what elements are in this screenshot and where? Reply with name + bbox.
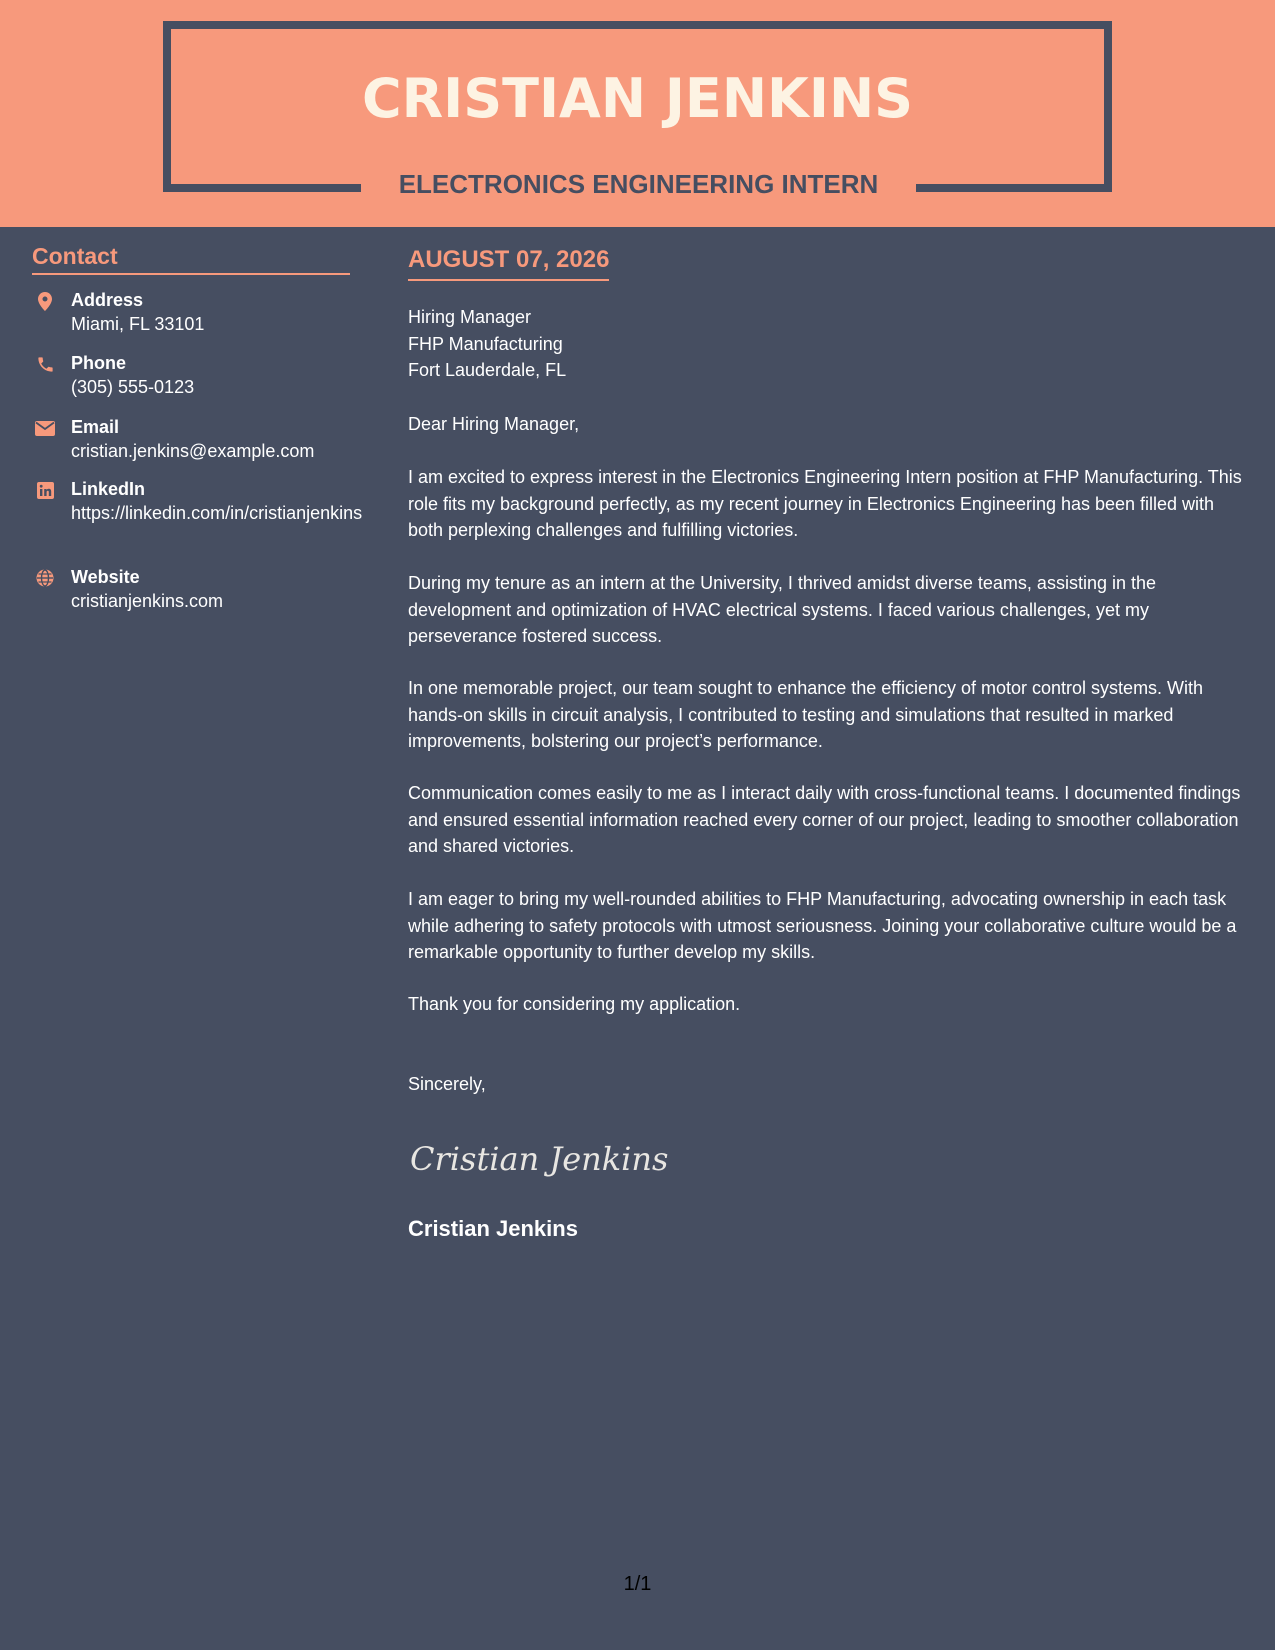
salutation: Dear Hiring Manager,	[408, 414, 580, 434]
phone-icon	[32, 354, 58, 374]
header-frame-bottom-left	[163, 184, 361, 192]
address-value: Miami, FL 33101	[71, 314, 205, 334]
paragraph-1: I am excited to express interest in the Electronics Engineering Intern position at FHP Manufacturing. This role fits my background perfectly, as my recent journey in Electronics Engineering has been filled with both perplexing challenges and fulfilling victories.	[408, 467, 1242, 540]
phone-value: (305) 555-0123	[71, 377, 195, 397]
website-label: Website	[71, 567, 140, 587]
closing: Sincerely,	[408, 1074, 486, 1094]
phone-label: Phone	[71, 353, 127, 373]
recipient-name: Hiring Manager	[408, 307, 532, 327]
email-value: cristian.jenkins@example.com	[71, 441, 315, 461]
header-banner	[0, 0, 1275, 227]
map-pin-icon	[32, 291, 58, 311]
recipient-block	[408, 304, 566, 384]
paragraph-4: Communication comes easily to me as I interact daily with cross-functional teams. I documented findings and ensured essential information reached every corner of our project, leading to smoother collaboration and shared victories.	[408, 783, 1241, 856]
website-value[interactable]: cristianjenkins.com	[71, 591, 224, 611]
candidate-name: CRISTIAN JENKINS	[361, 67, 914, 130]
page-number: 1/1	[623, 1573, 652, 1595]
recipient-company: FHP Manufacturing	[408, 333, 563, 354]
paragraph-5: I am eager to bring my well-rounded abilities to FHP Manufacturing, advocating ownership in each task while adhering to safety protocols with utmost seriousness. Joining your collaborative culture would be a remarkable opportunity to further develop my skills.	[408, 889, 1237, 962]
header-frame-bottom-right	[916, 184, 1112, 192]
globe-icon	[32, 568, 58, 588]
signer-name: Cristian Jenkins	[408, 1216, 578, 1241]
linkedin-value[interactable]: https://linkedin.com/in/cristianjenkins	[71, 503, 363, 523]
address-label: Address	[71, 290, 144, 310]
recipient-location: Fort Lauderdale, FL	[408, 360, 567, 380]
linkedin-icon	[32, 480, 58, 500]
handwritten-signature	[408, 1128, 708, 1188]
envelope-icon	[32, 418, 58, 438]
paragraph-3: In one memorable project, our team sought to enhance the efficiency of motor control systems. With hands-on skills in circuit analysis, I contributed to testing and simulations that resulted in marked improvements, bolstering our project’s performance.	[408, 678, 1204, 751]
signature-text: Cristian Jenkins	[410, 1140, 669, 1178]
job-title: ELECTRONICS ENGINEERING INTERN	[398, 169, 879, 199]
paragraph-2: During my tenure as an intern at the University, I thrived amidst diverse teams, assisting in the development and optimization of HVAC electrical systems. I faced various challenges, yet my perseverance fostered success.	[408, 573, 1156, 646]
contact-heading: Contact	[32, 240, 350, 275]
letter-date: AUGUST 07, 2026	[408, 244, 609, 281]
linkedin-label: LinkedIn	[71, 479, 146, 499]
thanks-line: Thank you for considering my application.	[408, 994, 741, 1014]
email-label: Email	[71, 417, 120, 437]
